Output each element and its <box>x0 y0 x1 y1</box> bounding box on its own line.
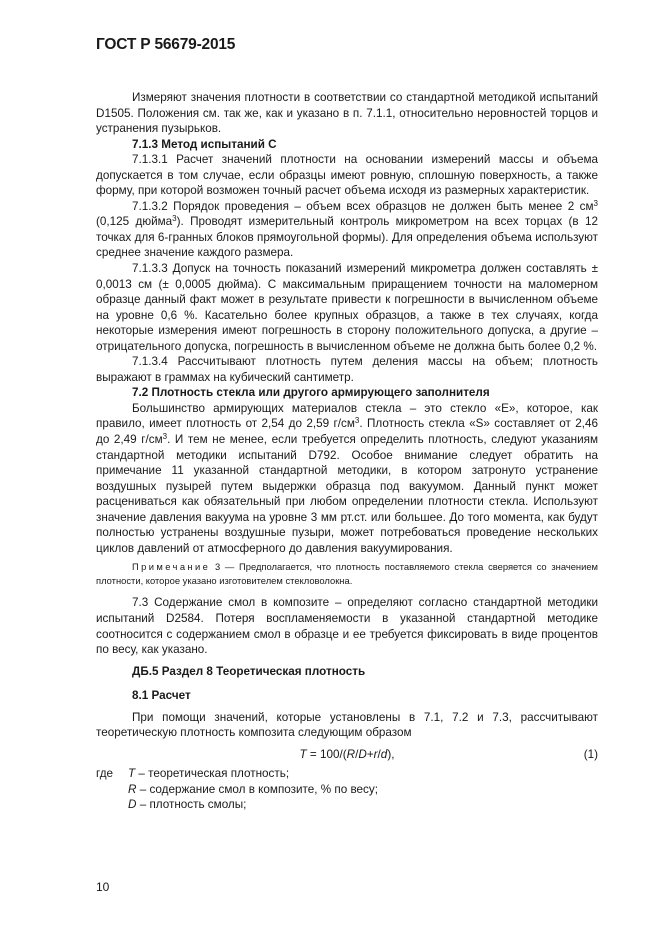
paragraph-7-1-3-3: 7.1.3.3 Допуск на точность показаний измерений микрометра должен составлять ± 0,0013 см (± 0,0005 дюйма). С максимальным приращением точности на маломерном образце данный факт может в результате привести к погрешности в вычисленном объеме на уровне 0,6 %. Касательно более крупных образцов, а также в тех случаях, когда некоторые измерения имеют погрешность в сторону положительного допуска, а другие – отрицательного допуска, погрешность в вычисленном объеме не должна быть более 0,2 %. <box>96 262 598 353</box>
where-line <box>96 766 598 782</box>
equation-number: (1) <box>583 747 598 761</box>
paragraph-7-2: Большинство армирующих материалов стекла – это стекло «Е», которое, как правило, имеет плотность от 2,54 до 2,59 $г/см^3$. Плотность стекла «S» составляет от 2,46 до 2,49 $г/см^3$. И тем не менее, если требуется определить плотность, следуют указаниям стандартной методики испытаний D792. Особое внимание следует обратить на примечание 11 указанной стандартной методики, в котором затронуто устранение воздушных пузырей путем выдержки образца под вакуумом. Данный пункт может расцениваться как обязательный при любом определении плотности стекла. Используют значение давления вакуума на уровне 3 мм рт.ст. или большее. До того момента, как будут полностью устранены воздушные пузыри, может потребоваться проведение нескольких циклов давлений от атмосферного до давления вакуумирования. <box>96 401 599 555</box>
note-label: Примечание <box>132 561 211 573</box>
heading-8-1: 8.1 Расчет <box>132 689 191 703</box>
paragraph-8-1: При помощи значений, которые установлены в 7.1, 7.2 и 7.3, рассчитывают теоретическую плотность композита следующим образом <box>96 710 598 740</box>
heading-db-5: ДБ.5 Раздел 8 Теоретическая плотность <box>132 664 366 678</box>
definition-t: T – теоретическая плотность; <box>128 766 290 780</box>
note-3 <box>96 560 598 587</box>
formula-1 <box>96 744 598 766</box>
document-header: ГОСТ Р 56679-2015 <box>96 36 236 53</box>
paragraph-intro: Измеряют значения плотности в соответствии со стандартной методикой испытаний D1505. Положения см. так же, как и указано в п. 7.1.1, относительно неровностей торцов и устранения пузырьков. <box>96 91 598 136</box>
definitions-list <box>96 782 598 813</box>
note-text: 3 — Предполагается, что плотность поставляемого стекла сверяется со значением плотности, которое указано изготовителем стекловолокна. <box>96 561 598 586</box>
heading-7-2: 7.2 Плотность стекла или другого армирующего заполнителя <box>132 386 490 400</box>
paragraph-7-1-3-4: 7.1.3.4 Рассчитывают плотность путем деления массы на объем; плотность выражают в граммах на кубический сантиметр. <box>96 355 598 384</box>
heading-7-1-3: 7.1.3 Метод испытаний С <box>132 137 277 151</box>
where-word: где <box>96 766 114 780</box>
document-body <box>96 90 598 813</box>
formula-expression: T = 100/(R/D+r/d), <box>299 747 395 761</box>
definition-d: D – плотность смолы; <box>128 798 247 812</box>
paragraph-7-1-3-1: 7.1.3.1 Расчет значений плотности на основании измерений массы и объема допускается в том случае, если образцы имеют ровную, сплошную поверхность, а также форму, при которой возможен точный расчет объема исходя из размерных характеристик. <box>96 153 598 198</box>
page-number: 10 <box>96 880 110 894</box>
paragraph-7-1-3-2: 7.1.3.2 Порядок проведения – объем всех образцов не должен быть менее 2 $см^3$ (0,125 дюйма$^3$). Проводят измерительный контроль микрометром на всех торцах (в 12 точках для 6-гранных блоков прямоугольной формы). Для определения объема используют среднее значение каждого размера. <box>96 198 598 260</box>
paragraph-7-3: 7.3 Содержание смол в композите – определяют согласно стандартной методики испытаний D2584. Потеря воспламеняемости в указанной стандартной методике соотносится с содержанием смол в образце и ее требуется фиксировать в виде процентов по весу, как указано. <box>96 596 598 657</box>
definition-r: R – содержание смол в композите, % по весу; <box>128 782 378 796</box>
